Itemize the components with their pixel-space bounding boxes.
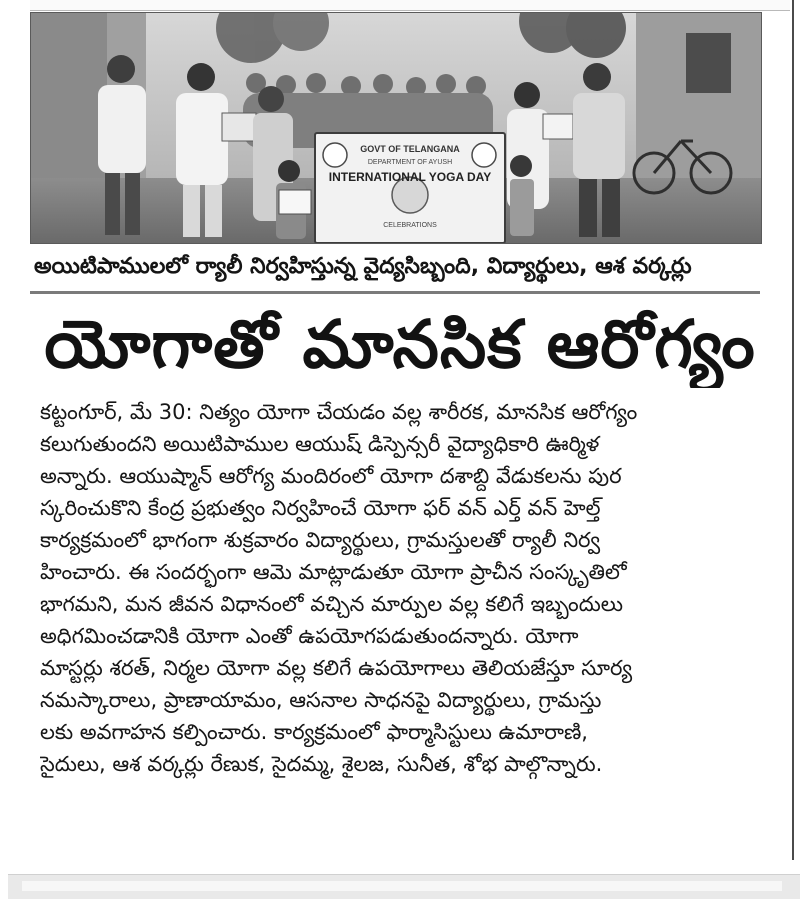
caption-divider (30, 291, 760, 294)
article-line: భాగమని, మన జీవన విధానంలో వచ్చిన మార్పుల వల్ల కలిగే ఇబ్బందులు (40, 592, 623, 616)
article-line: కలుగుతుందని అయిటిపాముల ఆయుష్ డిస్పెన్సరీ వైద్యాధికారి ఊర్మిళ (40, 432, 600, 456)
photo-caption: అయిటిపాములలో ర్యాలీ నిర్వహిస్తున్న వైద్యసిబ్బంది, విద్యార్థులు, ఆశ వర్కర్లు (34, 254, 692, 279)
article-line: నమస్కారాలు, ప్రాణాయామం, ఆసనాల సాధనపై విద్యార్థులు, గ్రామస్తు (40, 688, 602, 712)
right-window (686, 33, 731, 93)
article-line: లకు అవగాహన కల్పించారు. కార్యక్రమంలో ఫార్మాసిస్టులు ఉమారాణి, (40, 720, 588, 744)
rally-photo (30, 12, 762, 244)
banner-line-2: DEPARTMENT OF AYUSH (367, 159, 453, 166)
article-body (40, 396, 760, 780)
article-line: హించారు. ఈ సందర్భంగా ఆమె మాట్లాడుతూ యోగా ప్రాచీన సంస్కృతిలో (40, 560, 627, 584)
article-line: కట్టంగూర్, మే 30: నిత్యం యోగా చేయడం వల్ల శారీరక, మానసిక ఆరోగ్యం (40, 400, 638, 424)
banner-line-4: CELEBRATIONS (383, 222, 437, 229)
child-right (510, 155, 534, 236)
bottom-band (8, 874, 800, 899)
article-line: మాస్టర్లు శరత్, నిర్మల యోగా వల్ల కలిగే ఉపయోగాలు తెలియజేస్తూ సూర్య (40, 656, 633, 680)
headline: యోగాతో మానసిక ఆరోగ్యం (44, 306, 756, 383)
right-column-rule (792, 0, 794, 860)
bottom-band-inner (22, 881, 782, 891)
article-line: అన్నారు. ఆయుష్మాన్ ఆరోగ్య మందిరంలో యోగా దశాబ్ది వేడుకలను పుర (40, 464, 622, 488)
article-line: సైదులు, ఆశ వర్కర్లు రేణుక, సైదమ్మ, శైలజ, సునీత, శోభ పాల్గొన్నారు. (40, 752, 603, 776)
rally-photo-svg (31, 13, 761, 243)
article-line: అధిగమించడానికి యోగా ఎంతో ఉపయోగపడుతుందన్నారు. యోగా (40, 624, 579, 648)
banner (315, 133, 505, 243)
article-line: స్కరించుకొని కేంద్ర ప్రభుత్వం నిర్వహించే యోగా ఫర్ వన్ ఎర్త్ వన్ హెల్త్ (40, 496, 601, 520)
article-line: కార్యక్రమంలో భాగంగా శుక్రవారం విద్యార్థులు, గ్రామస్తులతో ర్యాలీ నిర్వ (40, 528, 601, 552)
banner-line-3: INTERNATIONAL YOGA DAY (328, 170, 492, 184)
banner-line-1: GOVT OF TELANGANA (360, 144, 460, 154)
top-edge-strip (30, 0, 790, 11)
